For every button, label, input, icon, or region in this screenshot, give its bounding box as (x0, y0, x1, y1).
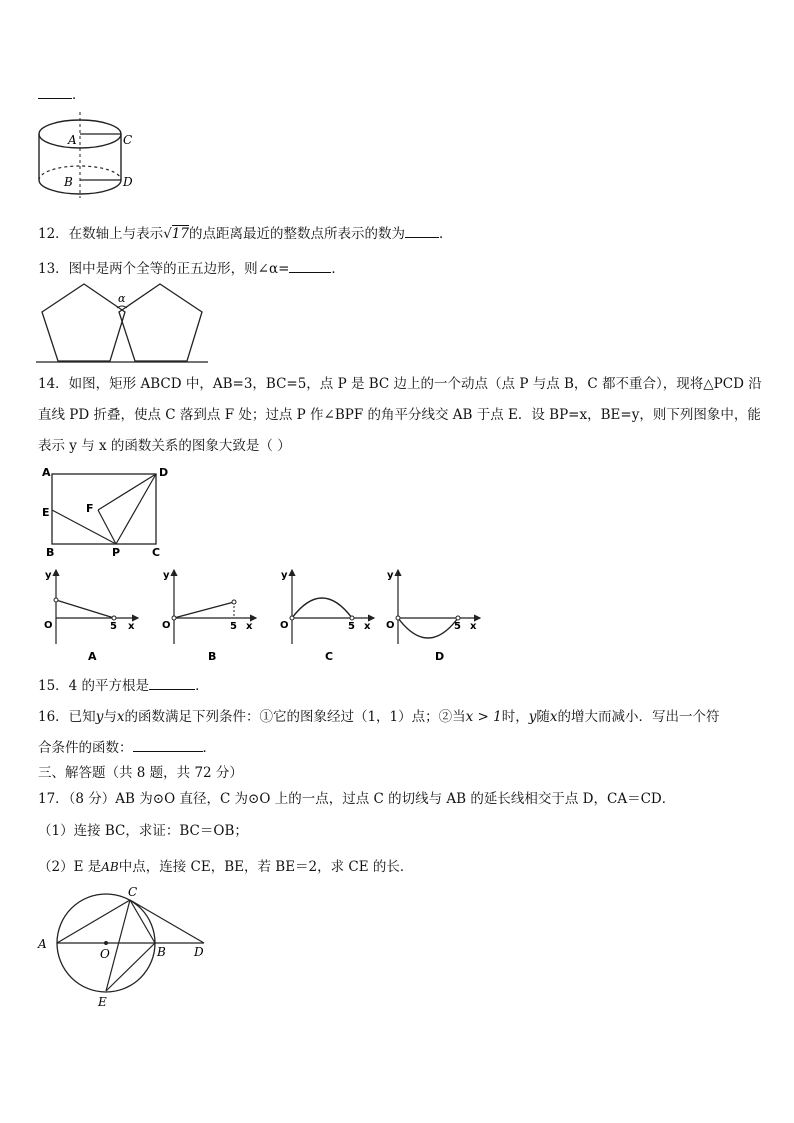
label-B: B (157, 945, 166, 959)
label-D: D (194, 945, 204, 959)
label-B: B (46, 546, 55, 558)
label-D: D (159, 466, 169, 479)
cylinder-figure (34, 108, 144, 200)
sqrt-symbol: √ (163, 226, 172, 242)
svg-text:5: 5 (348, 621, 355, 632)
pentagons-figure (36, 282, 208, 364)
question-17-line-1: 17．（8 分）AB 为⊙O 直径，C 为⊙O 上的一点，过点 C 的切线与 AB 的延长线相交于点 D，CA＝CD． (38, 791, 676, 807)
svg-text:5: 5 (454, 621, 461, 632)
option-graph-d (386, 570, 480, 663)
label-D: D (123, 175, 133, 189)
answer-blank (149, 677, 195, 690)
question-16-line-2: 合条件的函数： ． (38, 740, 216, 756)
svg-text:O: O (162, 620, 171, 631)
answer-blank (289, 260, 331, 273)
answer-blank (133, 739, 203, 752)
label-F: F (86, 502, 94, 515)
svg-text:5: 5 (230, 621, 237, 632)
svg-text:y: y (163, 570, 170, 581)
question-14-line-3: 表示 y 与 x 的函数关系的图象大致是（ ） (38, 438, 291, 454)
svg-text:x: x (470, 621, 477, 632)
option-label-d: D (435, 650, 445, 663)
question-16-line-1: 16．已知y与x的函数满足下列条件：①它的图象经过（1，1）点；②当x > 1时，y随x的增大而减小．写出一个符 (38, 709, 720, 725)
question-17-part-2: （2）E 是AB中点，连接 CE，BE，若 BE＝2，求 CE 的长． (38, 859, 414, 875)
label-A: A (38, 937, 47, 951)
label-A: A (68, 133, 77, 147)
svg-text:x: x (128, 621, 135, 632)
label-O: O (100, 947, 110, 961)
label-A: A (42, 466, 51, 479)
label-B: B (64, 175, 73, 189)
question-17-part-1: （1）连接 BC，求证：BC＝OB； (38, 823, 248, 839)
svg-text:O: O (280, 620, 289, 631)
label-E: E (98, 995, 107, 1009)
option-label-c: C (325, 650, 334, 663)
label-alpha: α (118, 292, 126, 305)
question-14-line-1: 14．如图，矩形 ABCD 中，AB=3，BC=5，点 P 是 BC 边上的一个动点（点 P 与点 B，C 都不重合），现将△PCD 沿 (38, 376, 762, 392)
answer-blank (38, 86, 72, 99)
question-13: 13．图中是两个全等的正五边形，则∠α= ． (38, 261, 345, 277)
question-12: 12．在数轴上与表示√17的点距离最近的整数点所表示的数为 ． (38, 226, 453, 242)
question-15: 15．4 的平方根是 ． (38, 678, 209, 694)
label-P: P (112, 546, 121, 558)
svg-text:y: y (387, 570, 394, 581)
option-graph-a (44, 570, 138, 663)
arc-ab: AB (101, 860, 119, 874)
svg-text:O: O (386, 620, 395, 631)
section-heading: 三、解答题（共 8 题，共 72 分） (38, 765, 243, 781)
option-graph-b (162, 570, 256, 663)
label-C: C (123, 133, 133, 147)
rectangle-figure (38, 462, 174, 558)
question-14-line-2: 直线 PD 折叠，使点 C 落到点 F 处；过点 P 作∠BPF 的角平分线交 AB 于点 E．设 BP=x，BE=y，则下列图象中，能 (38, 407, 761, 423)
answer-blank (405, 225, 439, 238)
circle-figure (34, 886, 214, 1014)
svg-text:x: x (246, 621, 253, 632)
option-label-b: B (208, 650, 217, 663)
svg-text:y: y (281, 570, 288, 581)
svg-text:5: 5 (110, 621, 117, 632)
svg-text:y: y (45, 570, 52, 581)
label-E: E (42, 506, 50, 519)
option-label-a: A (88, 650, 97, 663)
prev-question-tail: ． (38, 86, 86, 104)
svg-text:x: x (364, 621, 371, 632)
option-graphs (38, 566, 488, 666)
option-graph-c (280, 570, 374, 663)
svg-text:O: O (44, 620, 53, 631)
label-C: C (152, 546, 161, 558)
label-C: C (128, 886, 138, 899)
